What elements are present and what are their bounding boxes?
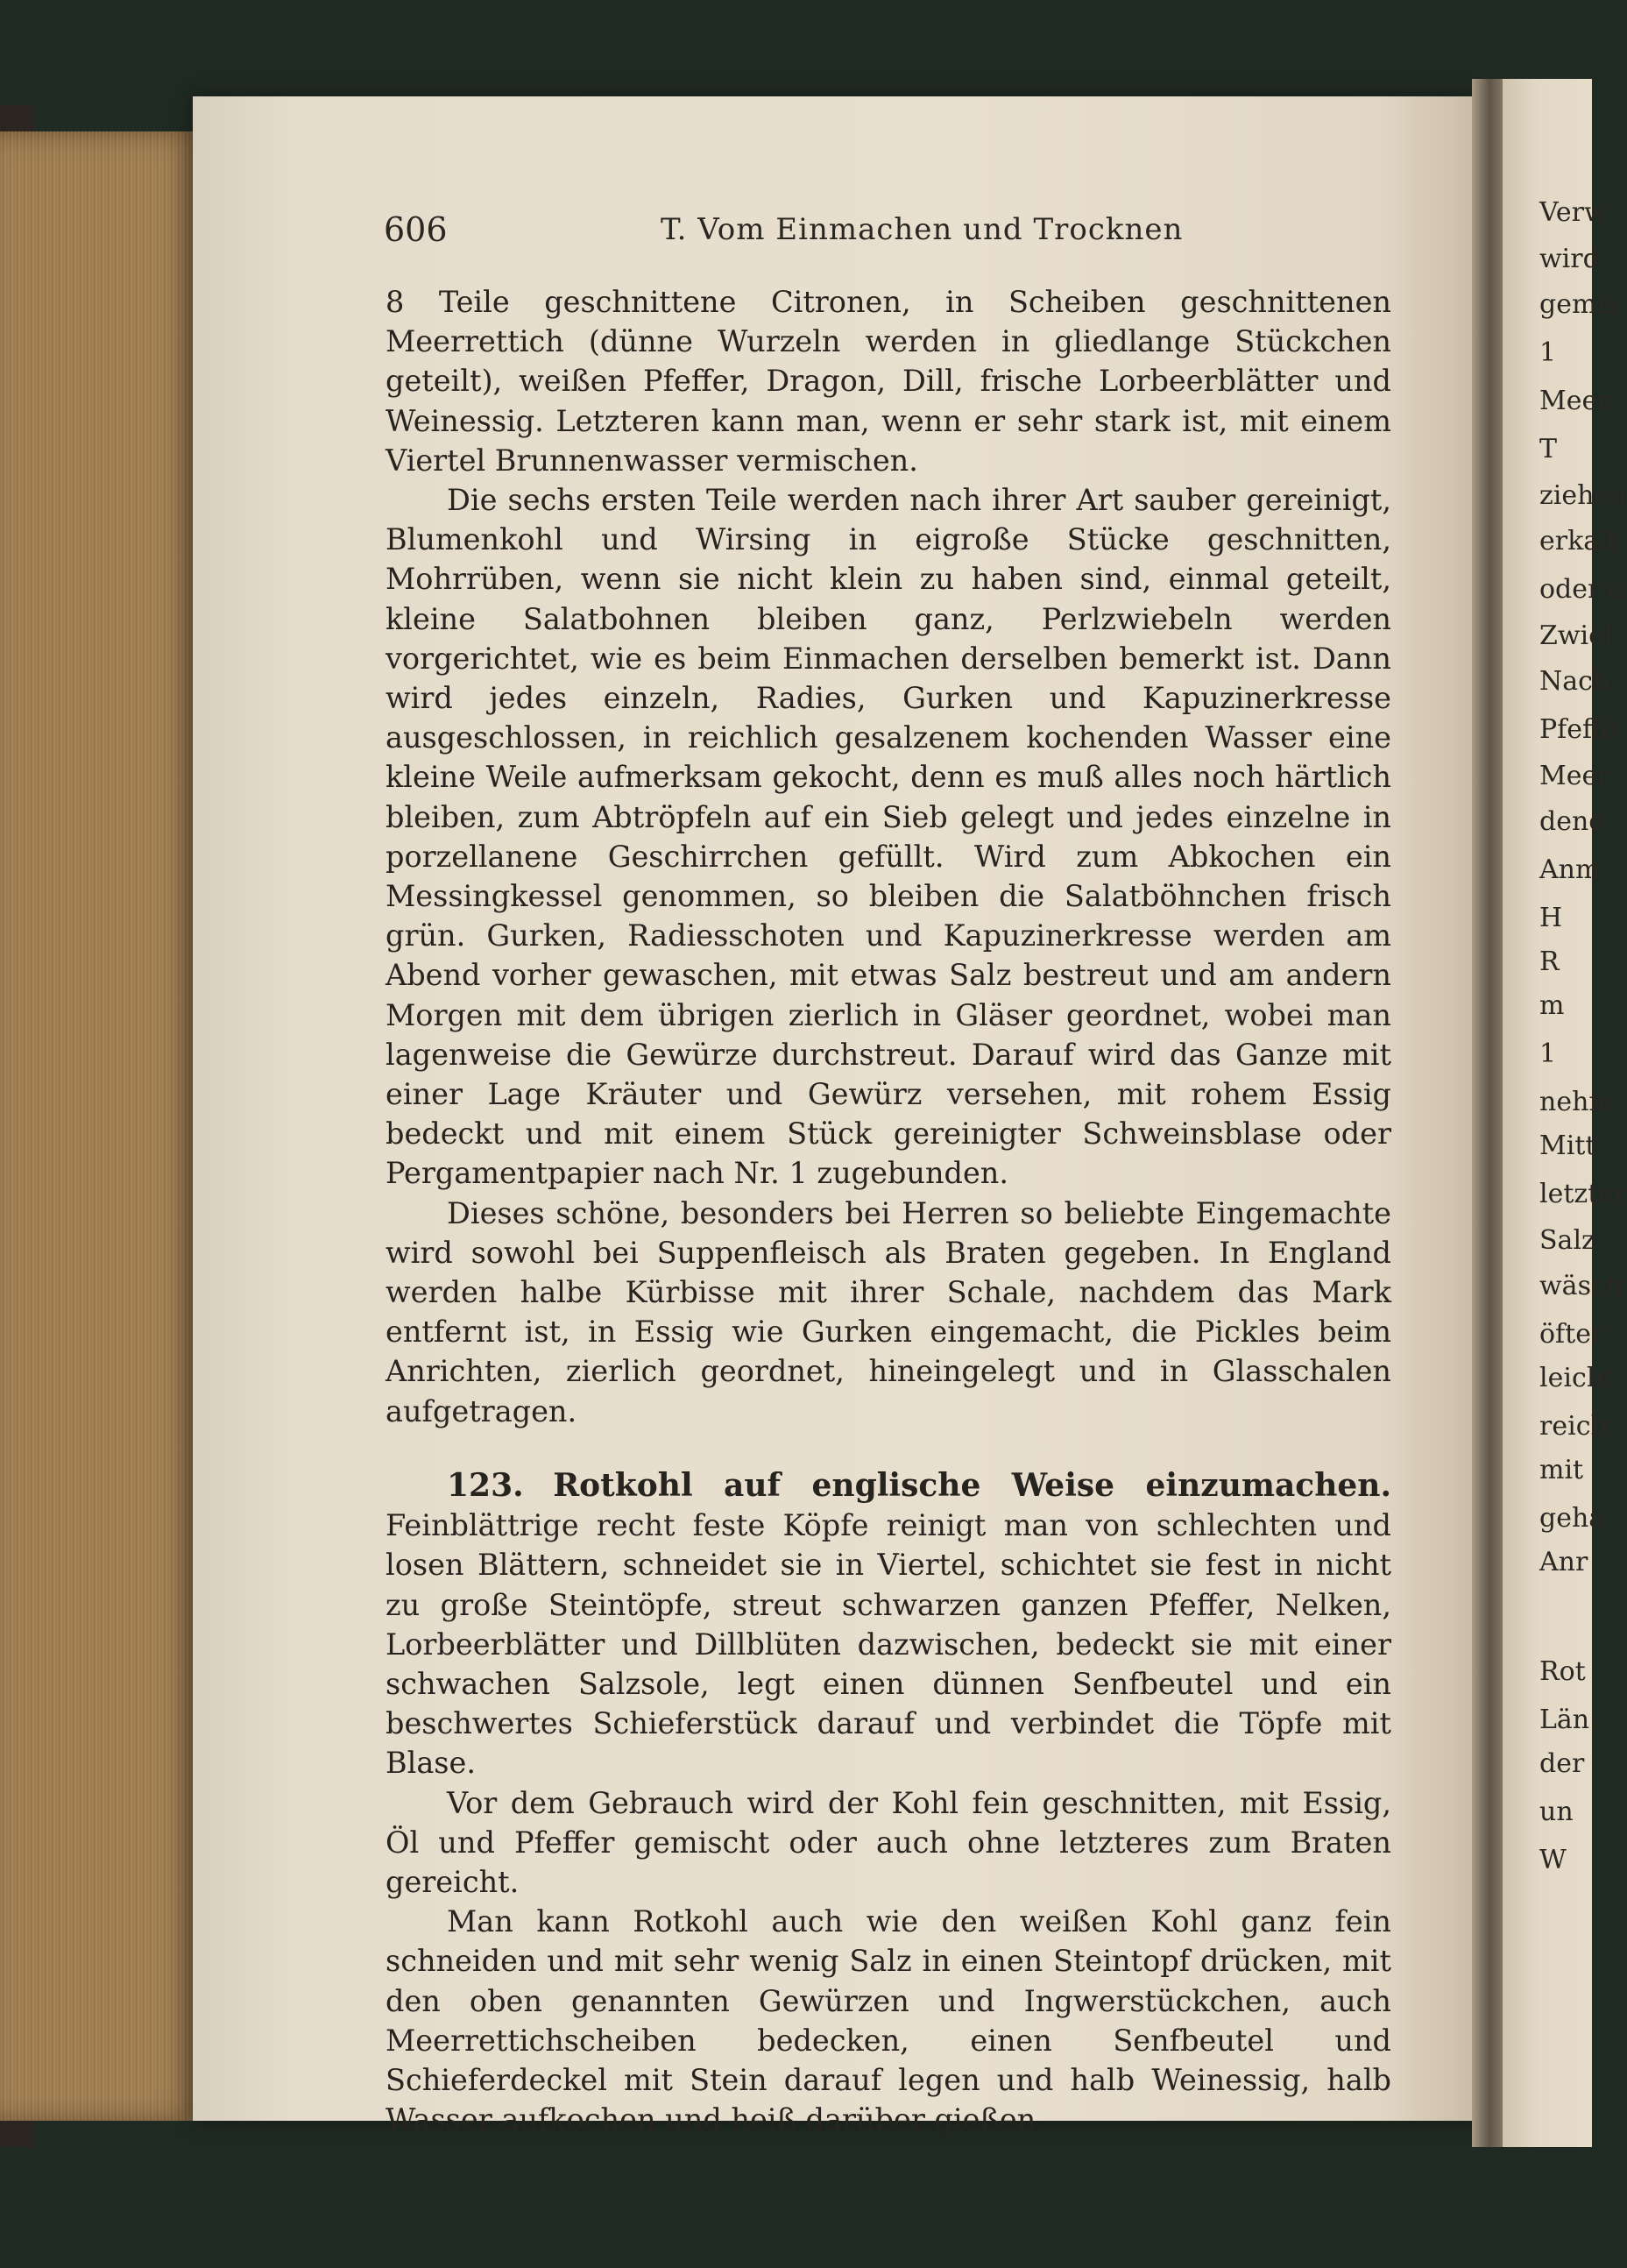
running-header <box>384 210 1391 254</box>
next-page-fragment: un <box>1539 1797 1574 1827</box>
paragraph-ingredients: 8 Teile geschnittene Citronen, in Scheiben geschnittenen Meerrettich (dünne Wurzeln werden in gliedlange Stückchen geteilt), weißen Pfeffer, Dragon, Dill, frische Lorbeerblätter und Weinessig. Letzteren kann man, wenn er sehr stark ist, mit einem Viertel Brunnenwasser vermischen. <box>386 285 1391 478</box>
book-gutter <box>1472 79 1507 2147</box>
section-text: Feinblättrige recht feste Köpfe reinigt man von schlechten und losen Blättern, schneidet sie in Viertel, schichtet sie fest in nicht zu große Steintöpfe, streut schwarzen ganzen Pfeffer, Nelken, Lorbeerblätter und Dillblüten dazwischen, bedeckt sie mit einer schwachen Salzsole, legt einen dünnen Senfbeutel und ein beschwertes Schieferstück darauf und verbindet die Töpfe mit Blase. <box>386 1508 1391 1781</box>
next-page-fragment: ziehen <box>1539 480 1627 511</box>
next-page-fragment: wird <box>1539 244 1600 274</box>
next-page-fragment: dene <box>1539 806 1605 837</box>
next-page-fragment: der <box>1539 1748 1585 1779</box>
next-page-fragment: Salz <box>1539 1225 1595 1256</box>
next-page-fragment: Verw <box>1539 197 1607 228</box>
next-page-fragment: reich <box>1539 1411 1608 1442</box>
next-page-fragment: Meer <box>1539 386 1610 416</box>
next-page-fragment: Zwiel <box>1539 620 1613 651</box>
next-page-fragment: W <box>1539 1845 1567 1875</box>
next-page-fragment: nehm <box>1539 1087 1614 1117</box>
next-page-fragment: Anm <box>1539 854 1601 885</box>
next-page-fragment: wäsch <box>1539 1271 1623 1301</box>
next-page-fragment: leicht <box>1539 1363 1615 1393</box>
next-page-fragment: Rot <box>1539 1656 1586 1687</box>
section-123 <box>386 1466 1391 1783</box>
section-title: Rotkohl auf englische Weise einzumachen. <box>553 1466 1391 1504</box>
paragraph-variant: Man kann Rotkohl auch wie den weißen Kohl ganz fein schneiden und mit sehr wenig Salz in einen Steintopf drücken, mit den oben genannten Gewürzen und Ingwerstückchen, auch Meerrettichscheiben bedecken, einen Senfbeutel und Schieferdeckel mit Stein darauf legen und halb Weinessig, halb Wasser aufkochen und heiß darüber gießen. <box>386 1904 1391 2137</box>
next-page-fragment: mit <box>1539 1455 1584 1485</box>
next-page-fragment: m <box>1539 990 1565 1021</box>
next-page-fragment: Län <box>1539 1705 1590 1735</box>
paragraph-usage: Vor dem Gebrauch wird der Kohl fein geschnitten, mit Essig, Öl und Pfeffer gemischt oder auch ohne letzteres zum Braten gereicht. <box>386 1785 1391 1899</box>
next-page-fragment: letzter <box>1539 1179 1627 1209</box>
next-page-fragment: T <box>1539 434 1558 464</box>
page-edge-stack <box>0 131 202 2121</box>
paragraph-serving: Dieses schöne, besonders bei Herren so beliebte Eingemachte wird sowohl bei Suppenfleisch als Braten gegeben. In England werden halbe Kürbisse mit ihrer Schale, nachdem das Mark entfernt ist, in Essig wie Gurken eingemacht, die Pickles beim Anrichten, zierlich geordnet, hineingelegt und in Glasschalen aufgetragen. <box>386 1195 1391 1428</box>
next-page-fragment: 1 <box>1539 1038 1557 1069</box>
paragraph-preparation: Die sechs ersten Teile werden nach ihrer Art sauber gereinigt, Blumenkohl und Wirsing in eigroße Stücke geschnitten, Mohrrüben, wenn sie nicht klein zu haben sind, einmal geteilt, kleine Salatbohnen bleiben ganz, Perlzwiebeln werden vorgerichtet, wie es beim Einmachen derselben bemerkt ist. Dann wird jedes einzeln, Radies, Gurken und Kapuzinerkresse ausgeschlossen, in reichlich gesalzenem kochenden Wasser eine kleine Weile aufmerksam gekocht, denn es muß alles noch härtlich bleiben, zum Abtröpfeln auf ein Sieb gelegt und jedes einzelne in porzellanene Geschirrchen gefüllt. Wird zum Abkochen ein Messingkessel genommen, so bleiben die Salatböhnchen frisch grün. Gurken, Radiesschoten und Kapuzinerkresse werden am Abend vorher gewaschen, mit etwas Salz bestreut und am andern Morgen mit dem übrigen zierlich in Gläser geordnet, wobei man lagenweise die Gewürze durchstreut. Darauf wird das Ganze mit einer Lage Kräuter und Gewürz versehen, mit rohem Essig bedeckt und mit einem Stück gereinigter Schweinsblase oder Pergamentpapier nach Nr. 1 zugebunden. <box>386 483 1391 1191</box>
next-page-fragment: Mitt <box>1539 1130 1596 1161</box>
next-page-fragment: Anr <box>1539 1547 1588 1577</box>
next-page-fragment: öfter <box>1539 1319 1604 1350</box>
next-page-fragment: 1 <box>1539 337 1557 368</box>
next-page-fragment: Pfeffe <box>1539 714 1617 745</box>
next-page-edge <box>1503 79 1627 2147</box>
next-page-fragment: R <box>1539 946 1560 977</box>
page-number: 606 <box>384 210 448 249</box>
next-page-fragment: gemis <box>1539 289 1619 320</box>
next-page-fragment: erkalt <box>1539 526 1618 556</box>
next-page-fragment: geha <box>1539 1503 1605 1534</box>
next-page-fragment: oder e <box>1539 574 1624 605</box>
section-number: 123. <box>447 1466 524 1504</box>
body-text <box>386 282 1391 2139</box>
running-title: T. Vom Einmachen und Trocknen <box>661 212 1184 247</box>
next-page-fragment: H <box>1539 903 1563 933</box>
next-page-fragment: Meer <box>1539 761 1610 791</box>
next-page-fragment: Nach <box>1539 666 1610 697</box>
